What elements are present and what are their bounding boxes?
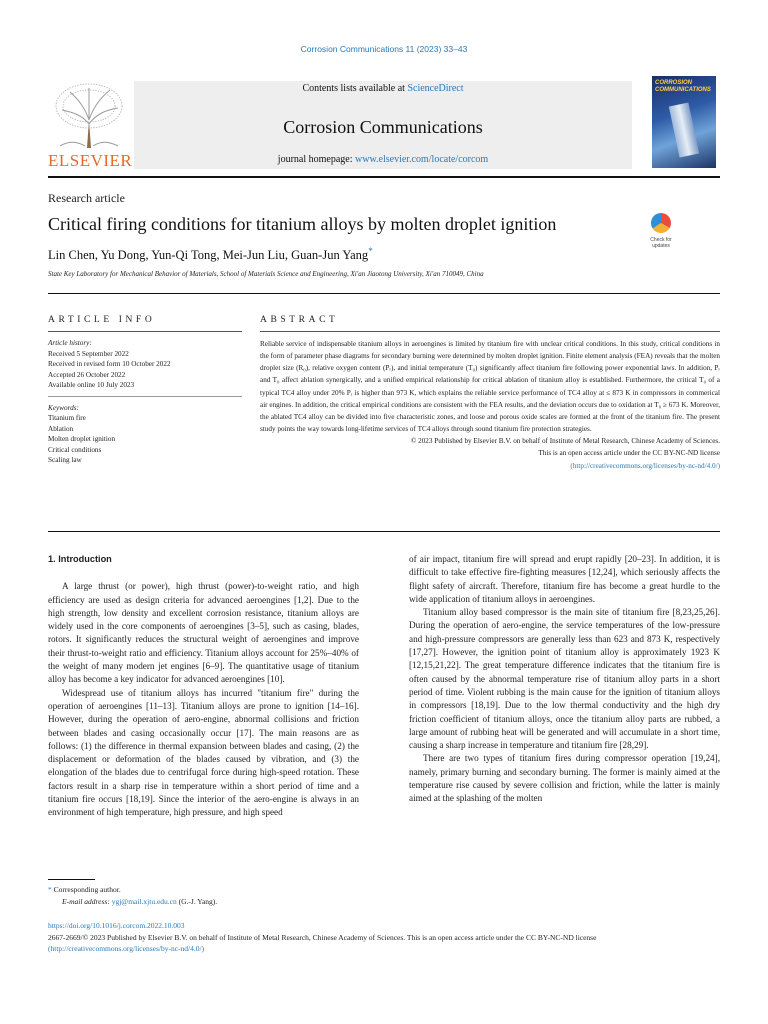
article-info (48, 331, 242, 466)
citation-link[interactable]: Corrosion Communications 11 (2023) 33–43 (300, 44, 468, 54)
journal-cover-thumbnail[interactable] (652, 76, 716, 168)
elsevier-logo[interactable] (48, 80, 133, 170)
homepage-line (134, 154, 632, 165)
check-for-updates-badge[interactable] (641, 213, 681, 253)
body-right-column (409, 553, 720, 806)
history-accepted: Accepted 26 October 2022 (48, 370, 126, 379)
footnote-email-label: E-mail address: (62, 896, 110, 906)
journal-banner (134, 81, 632, 169)
affiliation: State Key Laboratory for Mechanical Behavior of Materials, School of Materials Science and Engineering, Xi'an Jiaotong University, Xi'an 710049, China (48, 270, 484, 278)
abstract-heading: ABSTRACT (260, 315, 339, 325)
issn-text: 2667-2669/© 2023 Published by Elsevier B.V. on behalf of Institute of Metal Research, Chinese Academy of Sciences. This is an open access article under the CC BY-NC-ND license (48, 932, 597, 942)
title-rule (48, 293, 720, 294)
body-paragraph: Titanium alloy based compressor is the main site of titanium fire [8,23,25,26]. During the operation of aero-engine, the service temperatures of the low-pressure and high-pressure compressors are generally less than 623 and 873 K, respectively [17,27]. However, the ignition point of titanium alloy is approximately 1923 K [12,15,21,22]. The great temperature difference indicates that the titanium fire is often caused by the abnormal temperature rise of titanium alloy parts in a short period of time. Violent rubbing is the main cause for the ignition of titanium alloys in compressors [18,19]. Due to the low thermal conductivity and the high dry friction coefficient of titanium alloys, once the titanium alloy parts are rubbed, a large amount of rubbing heat will be generated and will accumulate in a short time, causing a sharp increase in temperature and titanium fire [28,29]. (409, 607, 720, 751)
abstract-text: Reliable service of indispensable titanium alloys in aeroengines is limited by titanium fire with unclear critical conditions. In this study, critical conditions in the form of parameter phase diagrams for secondary burning were determined by molten droplet ignition. Finite element analysis (FEA) reveals that the molten droplet size (R₀), relative oxygen content (Pᵣ), and initial temperature (T₀) significantly affect titanium fire following power exponential laws. In addition, Pᵣ and T₀ affect ablation synergically, and a unified empirical relationship for critical ablation of titanium alloy is established. Furthermore, the critical T₀ of a typical TC4 alloy under 20% Pᵣ is higher than 973 K, which explains the reliable service performance of TC4 alloy at ≤ 873 K in compressors in commerical air engines. In addition, the critical empirical conditions are consistent with the FEA results, and the deviation occurs due to oxidation at T₀ ≥ 673 K. Moreover, the ablated TC4 alloy can be divided into five characteristic zones, and loose and porous oxide scales are formed at the front of the titanium fire. The present study points the way towards long-lifetime services of TC4 alloys through sound titanium fire protection strategies. (260, 340, 720, 434)
check-updates-label (641, 237, 681, 249)
footnote-email-link[interactable]: ygj@mail.xjtu.edu.cn (111, 896, 177, 906)
article-info-rule (48, 331, 242, 332)
abstract-rule-bottom (48, 531, 720, 532)
check-updates-line-1: Check for (650, 237, 672, 243)
journal-header (48, 76, 720, 176)
footnote-rule (48, 879, 95, 880)
sciencedirect-link[interactable]: ScienceDirect (407, 83, 464, 94)
body-paragraph: Widespread use of titanium alloys has incurred "titanium fire" during the operation of aeroengines [11–13]. Titanium alloys are prone to ignition [14–16]. However, during the operation of aero-engine, abnormal collisions and friction between blades and casing occasionally occur [17]. The main reasons are as follows: (1) the difference in thermal expansion between blades and casing, (2) the displacement or deformation of the blades caused by vibration, and (3) the elongation of the blades due to centrifugal force during high-speed rotation. These factors result in a sharp rise in temperature within a short period of time and a titanium fire occurs [18,19]. Since the interior of the aero-engine is always in an environment of high temperature, high pressure, and high speed (48, 687, 359, 818)
homepage-prefix: journal homepage: (277, 154, 355, 165)
article-title: Critical firing conditions for titanium alloys by molten droplet ignition (48, 214, 557, 234)
keyword-item: Critical conditions (48, 445, 102, 454)
author-names[interactable]: Lin Chen, Yu Dong, Yun-Qi Tong, Mei-Jun Liu, Guan-Jun Yang (48, 248, 369, 263)
homepage-link[interactable]: www.elsevier.com/locate/corcom (355, 154, 489, 165)
doi-link[interactable]: https://doi.org/10.1016/j.corcom.2022.10.003 (48, 921, 185, 930)
footnote-email-suffix: (G.-J. Yang). (178, 896, 218, 906)
article-info-heading: ARTICLE INFO (48, 315, 156, 325)
abstract-license-link-line (260, 460, 720, 472)
footnote-email-line (48, 896, 217, 908)
doi-license-link[interactable]: (http://creativecommons.org/licenses/by-nc-nd/4.0/) (48, 944, 205, 953)
abstract-copyright: © 2023 Published by Elsevier B.V. on behalf of Institute of Metal Research, Chinese Academy of Sciences. (410, 437, 720, 446)
keyword-item: Titanium fire (48, 414, 86, 422)
section-heading-introduction: 1. Introduction (48, 554, 112, 564)
journal-title: Corrosion Communications (283, 117, 483, 137)
article-type: Research article (48, 191, 125, 205)
issn-line (48, 932, 720, 955)
keywords-rule (48, 396, 242, 397)
cover-line-1: ORROSION (659, 80, 693, 86)
journal-citation[interactable] (0, 44, 768, 54)
cover-initial-2: C (655, 87, 660, 93)
footnote-corresponding-line (48, 884, 217, 896)
footnote-corresponding-text: Corresponding author. (53, 885, 121, 894)
history-revised: Received in revised form 10 October 2022 (48, 360, 171, 368)
abstract-license: This is an open access article under the CC BY-NC-ND license (538, 449, 720, 458)
keywords-label: Keywords: (48, 403, 79, 412)
history-received: Received 5 September 2022 (48, 349, 129, 358)
doi-block (48, 920, 720, 955)
cover-line-2: OMMUNICATIONS (659, 87, 711, 93)
keyword-item: Molten droplet ignition (48, 435, 116, 443)
cover-illustration (669, 102, 699, 157)
elsevier-wordmark: ELSEVIER (48, 151, 133, 170)
check-updates-icon (651, 213, 671, 233)
body-left-column (48, 553, 359, 820)
author-list (48, 246, 373, 263)
history-label: Article history: (48, 339, 92, 347)
cover-title (655, 80, 711, 94)
keyword-item: Scaling law (48, 456, 82, 464)
history-online: Available online 10 July 2023 (48, 381, 135, 389)
abstract-license-link[interactable]: (http://creativecommons.org/licenses/by-nc-nd/4.0/) (570, 461, 720, 470)
cover-initial: C (655, 80, 660, 86)
body-paragraph: of air impact, titanium fire will spread and erupt rapidly [20–23]. In addition, it is difficult to take effective fire-fighting measures [12,24], which seriously affects the flight safety of aircraft. Therefore, titanium fire has become a great hurdle to the wide application of titanium alloys in aeroengines. (409, 554, 720, 604)
header-rule (48, 176, 720, 178)
body-paragraph: A large thrust (or power), high thrust (power)-to-weight ratio, and high efficiency are used as design criteria for advanced aeroengines [1,2]. Due to the high strength, low density and excellent corrosion resistance, titanium alloys are widely used in the core components of aeroengines [3–5], such as casing, blades, rotors. It significantly reduces the structural weight of aeroengines and improve their thrust-to-weight ratio and efficiency. Titanium alloys account for 25%–40% of the weight of many modern jet engines [6–9]. The quantitative usage of titanium alloy has become a key indicator for advanced aeroengines [10]. (48, 581, 359, 685)
abstract-rule (260, 331, 720, 332)
contents-prefix: Contents lists available at (302, 83, 408, 94)
abstract (260, 331, 720, 472)
elsevier-tree-icon (52, 80, 126, 150)
check-updates-line-2: updates (652, 243, 670, 249)
contents-line (134, 83, 632, 94)
body-paragraph: There are two types of titanium fires during compressor operation [19,24], namely, primary burning and secondary burning. The former is mainly aimed at the temperature rise caused by severe collision and friction, while the latter is mainly aimed at the splashing of the molten (409, 753, 720, 804)
corresponding-author-footnote (48, 884, 217, 907)
corresponding-author-mark[interactable]: * (368, 246, 373, 256)
footnote-mark: * (48, 885, 52, 894)
keyword-item: Ablation (48, 424, 74, 433)
